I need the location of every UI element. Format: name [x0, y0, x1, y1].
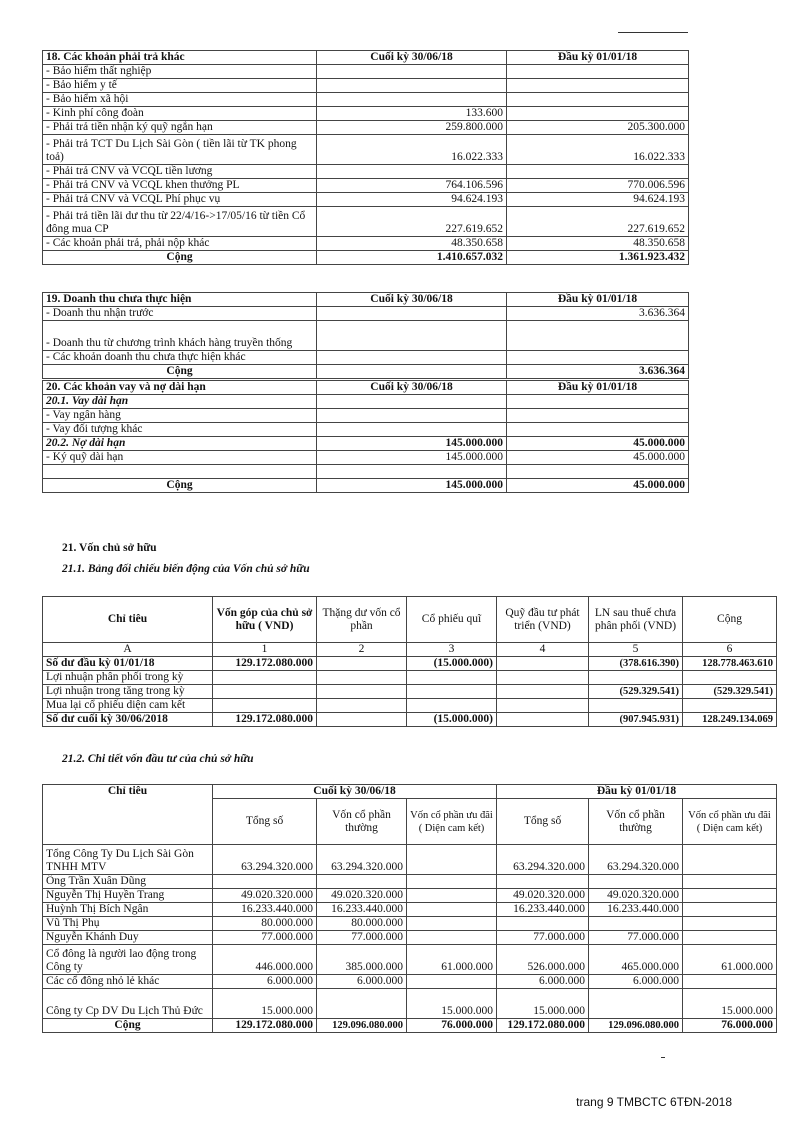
- value-end: 259.800.000: [317, 121, 507, 135]
- table-row: [43, 465, 689, 479]
- total-value: 129.096.080.000: [589, 1019, 683, 1033]
- row-label: - Phải trả TCT Du Lịch Sài Gòn ( tiền lãi từ TK phong toả): [43, 135, 317, 165]
- value-cell: [497, 713, 589, 727]
- value-end: 145.000.000: [317, 451, 507, 465]
- row-label: - Các khoản phải trả, phải nộp khác: [43, 237, 317, 251]
- value-cell: [497, 685, 589, 699]
- row-label: - Phải trả tiền nhận ký quỹ ngắn hạn: [43, 121, 317, 135]
- value-begin: 94.624.193: [507, 193, 689, 207]
- row-label: - Các khoản doanh thu chưa thực hiện khác: [43, 351, 317, 365]
- value-end: [317, 465, 507, 479]
- value-end: 145.000.000: [317, 437, 507, 451]
- value-cell: 129.172.080.000: [213, 713, 317, 727]
- table-row: [43, 451, 689, 465]
- table-row: [43, 975, 777, 989]
- table-row: [43, 65, 689, 79]
- value-begin: 205.300.000: [507, 121, 689, 135]
- table-row: [43, 903, 777, 917]
- row-label: - Bảo hiểm y tế: [43, 79, 317, 93]
- table-header-row: [43, 381, 689, 395]
- table-row: [43, 409, 689, 423]
- col-code: 5: [589, 643, 683, 657]
- total-end: [317, 365, 507, 379]
- value-cell: 63.294.320.000: [589, 845, 683, 875]
- value-cell: [317, 671, 407, 685]
- total-value: 129.172.080.000: [497, 1019, 589, 1033]
- row-label: Các cổ đông nhỏ lẻ khác: [43, 975, 213, 989]
- value-begin: [507, 79, 689, 93]
- value-end: [317, 79, 507, 93]
- section-21-title: 21. Vốn chủ sở hữu: [62, 542, 157, 554]
- value-cell: [497, 671, 589, 685]
- value-cell: [317, 699, 407, 713]
- value-cell: 128.778.463.610: [683, 657, 777, 671]
- value-cell: [407, 903, 497, 917]
- value-cell: 15.000.000: [497, 989, 589, 1019]
- col-code: 4: [497, 643, 589, 657]
- row-label: Mua lại cổ phiếu diện cam kết: [43, 699, 213, 713]
- value-cell: [683, 975, 777, 989]
- table-row: [43, 989, 777, 1019]
- table-row: [43, 437, 689, 451]
- value-cell: [213, 671, 317, 685]
- total-label: Cộng: [43, 251, 317, 265]
- value-cell: 16.233.440.000: [497, 903, 589, 917]
- value-cell: [317, 685, 407, 699]
- table-row: [43, 699, 777, 713]
- value-begin: 227.619.652: [507, 207, 689, 237]
- table-21-1-equity-changes: [42, 596, 777, 727]
- value-cell: [407, 699, 497, 713]
- value-cell: [407, 875, 497, 889]
- value-cell: 385.000.000: [317, 945, 407, 975]
- total-begin: 3.636.364: [507, 365, 689, 379]
- value-cell: [497, 917, 589, 931]
- value-cell: [683, 699, 777, 713]
- value-begin: 770.006.596: [507, 179, 689, 193]
- value-end: 48.350.658: [317, 237, 507, 251]
- col-subheader: Vốn cổ phần ưu đãi ( Diện cam kết): [407, 799, 497, 845]
- value-end: [317, 409, 507, 423]
- row-label: Cổ đông là người lao động trong Công ty: [43, 945, 213, 975]
- value-cell: [317, 713, 407, 727]
- row-label: - Doanh thu từ chương trình khách hàng truyền thống: [43, 321, 317, 351]
- value-begin: [507, 93, 689, 107]
- value-cell: [589, 699, 683, 713]
- value-cell: [317, 989, 407, 1019]
- col-subheader: Tổng số: [213, 799, 317, 845]
- row-label: Tổng Công Ty Du Lịch Sài Gòn TNHH MTV: [43, 845, 213, 875]
- value-cell: 6.000.000: [497, 975, 589, 989]
- table-row: [43, 165, 689, 179]
- table-row: [43, 121, 689, 135]
- value-cell: [213, 685, 317, 699]
- value-cell: [407, 671, 497, 685]
- table-row: [43, 135, 689, 165]
- value-cell: 77.000.000: [317, 931, 407, 945]
- value-cell: 49.020.320.000: [317, 889, 407, 903]
- value-end: [317, 321, 507, 351]
- table-row: [43, 93, 689, 107]
- table-row: [43, 889, 777, 903]
- table-total-row: [43, 479, 689, 493]
- value-cell: [683, 671, 777, 685]
- row-label: Lợi nhuận trong tăng trong kỳ: [43, 685, 213, 699]
- row-label: - Vay đối tượng khác: [43, 423, 317, 437]
- col-header: LN sau thuế chưa phân phối (VND): [589, 597, 683, 643]
- table-row: [43, 307, 689, 321]
- table-header-row: [43, 785, 777, 799]
- value-cell: [407, 685, 497, 699]
- table-19-unearned-revenue: [42, 292, 689, 379]
- table-row: [43, 395, 689, 409]
- value-end: [317, 65, 507, 79]
- row-label: 20.2. Nợ dài hạn: [43, 437, 317, 451]
- value-cell: 6.000.000: [213, 975, 317, 989]
- table-title: 20. Các khoản vay và nợ dài hạn: [43, 381, 317, 395]
- table-header-row: [43, 597, 777, 643]
- value-end: [317, 351, 507, 365]
- col-header-end: Cuối kỳ 30/06/18: [317, 293, 507, 307]
- value-cell: 16.233.440.000: [317, 903, 407, 917]
- value-end: [317, 423, 507, 437]
- table-total-row: [43, 365, 689, 379]
- table-row: [43, 79, 689, 93]
- value-cell: 63.294.320.000: [497, 845, 589, 875]
- value-end: [317, 93, 507, 107]
- col-header: Chỉ tiêu: [43, 785, 213, 845]
- col-header-begin: Đầu kỳ 01/01/18: [507, 51, 689, 65]
- value-cell: 49.020.320.000: [589, 889, 683, 903]
- value-cell: 61.000.000: [407, 945, 497, 975]
- value-end: [317, 307, 507, 321]
- value-end: [317, 165, 507, 179]
- col-header-begin: Đầu kỳ 01/01/18: [507, 381, 689, 395]
- value-cell: (15.000.000): [407, 713, 497, 727]
- row-label: Số dư đầu kỳ 01/01/18: [43, 657, 213, 671]
- value-begin: [507, 65, 689, 79]
- col-header: Cộng: [683, 597, 777, 643]
- value-begin: 48.350.658: [507, 237, 689, 251]
- value-cell: 15.000.000: [213, 989, 317, 1019]
- row-label: - Phải trả CNV và VCQL khen thưởng PL: [43, 179, 317, 193]
- dash-mark: [661, 1057, 665, 1058]
- table-row: [43, 657, 777, 671]
- table-row: [43, 193, 689, 207]
- row-label: Huỳnh Thị Bích Ngân: [43, 903, 213, 917]
- table-row: [43, 945, 777, 975]
- value-cell: 77.000.000: [213, 931, 317, 945]
- col-header-begin: Đầu kỳ 01/01/18: [507, 293, 689, 307]
- total-begin: 1.361.923.432: [507, 251, 689, 265]
- table-header-row: [43, 51, 689, 65]
- value-cell: 63.294.320.000: [213, 845, 317, 875]
- value-cell: 16.233.440.000: [213, 903, 317, 917]
- table-total-row: [43, 251, 689, 265]
- table-row: [43, 179, 689, 193]
- table-row: [43, 107, 689, 121]
- col-header: Vốn góp của chủ sở hữu ( VND): [213, 597, 317, 643]
- table-row: [43, 875, 777, 889]
- total-label: Cộng: [43, 1019, 213, 1033]
- value-cell: 128.249.134.069: [683, 713, 777, 727]
- row-label: Lợi nhuận phân phối trong kỳ: [43, 671, 213, 685]
- table-row: [43, 917, 777, 931]
- table-title: 18. Các khoản phải trả khác: [43, 51, 317, 65]
- page-footer: trang 9 TMBCTC 6TĐN-2018: [576, 1095, 732, 1109]
- table-row: [43, 321, 689, 351]
- row-label: Nguyễn Khánh Duy: [43, 931, 213, 945]
- value-end: 133.600: [317, 107, 507, 121]
- row-label: - Bảo hiểm thất nghiệp: [43, 65, 317, 79]
- value-begin: 3.636.364: [507, 307, 689, 321]
- table-20-long-term-loans: [42, 380, 689, 493]
- row-label: Ông Trần Xuân Dũng: [43, 875, 213, 889]
- total-end: 1.410.657.032: [317, 251, 507, 265]
- value-cell: [589, 671, 683, 685]
- value-begin: [507, 465, 689, 479]
- table-row: [43, 423, 689, 437]
- value-cell: [407, 845, 497, 875]
- col-code: 6: [683, 643, 777, 657]
- value-cell: [407, 975, 497, 989]
- value-cell: (907.945.931): [589, 713, 683, 727]
- total-label: Cộng: [43, 365, 317, 379]
- value-cell: (529.329.541): [683, 685, 777, 699]
- value-cell: 16.233.440.000: [589, 903, 683, 917]
- value-end: 16.022.333: [317, 135, 507, 165]
- value-cell: 526.000.000: [497, 945, 589, 975]
- row-label: - Bảo hiểm xã hội: [43, 93, 317, 107]
- table-title: 19. Doanh thu chưa thực hiện: [43, 293, 317, 307]
- value-cell: [407, 917, 497, 931]
- value-begin: [507, 409, 689, 423]
- col-subheader: Vốn cổ phần thường: [589, 799, 683, 845]
- value-cell: [589, 989, 683, 1019]
- col-header-end: Cuối kỳ 30/06/18: [317, 51, 507, 65]
- value-cell: 465.000.000: [589, 945, 683, 975]
- table-18-other-payables: [42, 50, 689, 265]
- value-cell: 61.000.000: [683, 945, 777, 975]
- value-cell: [683, 903, 777, 917]
- value-cell: (378.616.390): [589, 657, 683, 671]
- value-cell: 49.020.320.000: [213, 889, 317, 903]
- row-label: Vũ Thị Phụ: [43, 917, 213, 931]
- value-cell: 80.000.000: [317, 917, 407, 931]
- total-value: 129.172.080.000: [213, 1019, 317, 1033]
- value-cell: [683, 845, 777, 875]
- row-label: [43, 465, 317, 479]
- total-label: Cộng: [43, 479, 317, 493]
- value-cell: 15.000.000: [407, 989, 497, 1019]
- col-header-end: Cuối kỳ 30/06/18: [317, 381, 507, 395]
- value-cell: 49.020.320.000: [497, 889, 589, 903]
- value-cell: [683, 875, 777, 889]
- value-cell: (529.329.541): [589, 685, 683, 699]
- total-value: 76.000.000: [683, 1019, 777, 1033]
- value-cell: 6.000.000: [589, 975, 683, 989]
- col-code: 1: [213, 643, 317, 657]
- row-label: - Phải trả CNV và VCQL Phí phục vụ: [43, 193, 317, 207]
- row-label: - Kinh phí công đoàn: [43, 107, 317, 121]
- col-subheader: Vốn cổ phần thường: [317, 799, 407, 845]
- row-label: Nguyễn Thị Huyền Trang: [43, 889, 213, 903]
- value-cell: [497, 699, 589, 713]
- value-cell: [497, 875, 589, 889]
- total-end: 145.000.000: [317, 479, 507, 493]
- row-label: Số dư cuối kỳ 30/06/2018: [43, 713, 213, 727]
- value-end: 764.106.596: [317, 179, 507, 193]
- value-cell: 77.000.000: [589, 931, 683, 945]
- value-cell: [589, 917, 683, 931]
- table-row: [43, 845, 777, 875]
- col-header: Chỉ tiêu: [43, 597, 213, 643]
- value-cell: [317, 657, 407, 671]
- value-cell: [683, 931, 777, 945]
- value-cell: [683, 917, 777, 931]
- value-begin: 16.022.333: [507, 135, 689, 165]
- col-header-end: Cuối kỳ 30/06/18: [213, 785, 497, 799]
- table-row: [43, 351, 689, 365]
- table-row: [43, 931, 777, 945]
- value-cell: 80.000.000: [213, 917, 317, 931]
- total-value: 129.096.080.000: [317, 1019, 407, 1033]
- value-end: 227.619.652: [317, 207, 507, 237]
- value-cell: 129.172.080.000: [213, 657, 317, 671]
- section-21-1-title: 21.1. Bảng đối chiếu biến động của Vốn chủ sở hữu: [62, 563, 310, 575]
- value-begin: [507, 351, 689, 365]
- value-cell: 446.000.000: [213, 945, 317, 975]
- value-cell: [317, 875, 407, 889]
- table-row: [43, 713, 777, 727]
- value-cell: (15.000.000): [407, 657, 497, 671]
- row-label: 20.1. Vay dài hạn: [43, 395, 317, 409]
- row-label: Công ty Cp DV Du Lịch Thủ Đức: [43, 989, 213, 1019]
- total-value: 76.000.000: [407, 1019, 497, 1033]
- value-cell: [407, 931, 497, 945]
- row-label: - Phải trả tiền lãi dư thu từ 22/4/16->17/05/16 từ tiền Cổ đông mua CP: [43, 207, 317, 237]
- col-header-begin: Đầu kỳ 01/01/18: [497, 785, 777, 799]
- table-row: [43, 671, 777, 685]
- value-begin: [507, 395, 689, 409]
- total-begin: 45.000.000: [507, 479, 689, 493]
- value-end: 94.624.193: [317, 193, 507, 207]
- value-cell: [589, 875, 683, 889]
- value-begin: 45.000.000: [507, 437, 689, 451]
- row-label: - Doanh thu nhận trước: [43, 307, 317, 321]
- table-row: [43, 685, 777, 699]
- col-code: A: [43, 643, 213, 657]
- value-cell: [213, 875, 317, 889]
- table-row: [43, 237, 689, 251]
- section-21-2-title: 21.2. Chi tiết vốn đầu tư của chủ sở hữu: [62, 753, 254, 765]
- value-cell: 77.000.000: [497, 931, 589, 945]
- value-cell: 6.000.000: [317, 975, 407, 989]
- value-cell: [683, 889, 777, 903]
- row-label: - Ký quỹ dài hạn: [43, 451, 317, 465]
- column-code-row: [43, 643, 777, 657]
- table-21-2-owner-capital-detail: [42, 784, 777, 1033]
- value-cell: 63.294.320.000: [317, 845, 407, 875]
- col-code: 3: [407, 643, 497, 657]
- col-code: 2: [317, 643, 407, 657]
- value-begin: [507, 107, 689, 121]
- value-cell: [497, 657, 589, 671]
- col-subheader: Tổng số: [497, 799, 589, 845]
- value-cell: [213, 699, 317, 713]
- value-cell: [407, 889, 497, 903]
- value-begin: [507, 321, 689, 351]
- row-label: - Phải trả CNV và VCQL tiền lương: [43, 165, 317, 179]
- value-cell: 15.000.000: [683, 989, 777, 1019]
- value-begin: 45.000.000: [507, 451, 689, 465]
- col-subheader: Vốn cổ phần ưu đãi ( Diện cam kết): [683, 799, 777, 845]
- value-begin: [507, 165, 689, 179]
- col-header: Cổ phiếu quĩ: [407, 597, 497, 643]
- table-total-row: [43, 1019, 777, 1033]
- value-end: [317, 395, 507, 409]
- value-begin: [507, 423, 689, 437]
- col-header: Thặng dư vốn cổ phần: [317, 597, 407, 643]
- col-header: Quỹ đầu tư phát triển (VND): [497, 597, 589, 643]
- table-row: [43, 207, 689, 237]
- top-rule: [618, 32, 688, 33]
- row-label: - Vay ngân hàng: [43, 409, 317, 423]
- table-header-row: [43, 293, 689, 307]
